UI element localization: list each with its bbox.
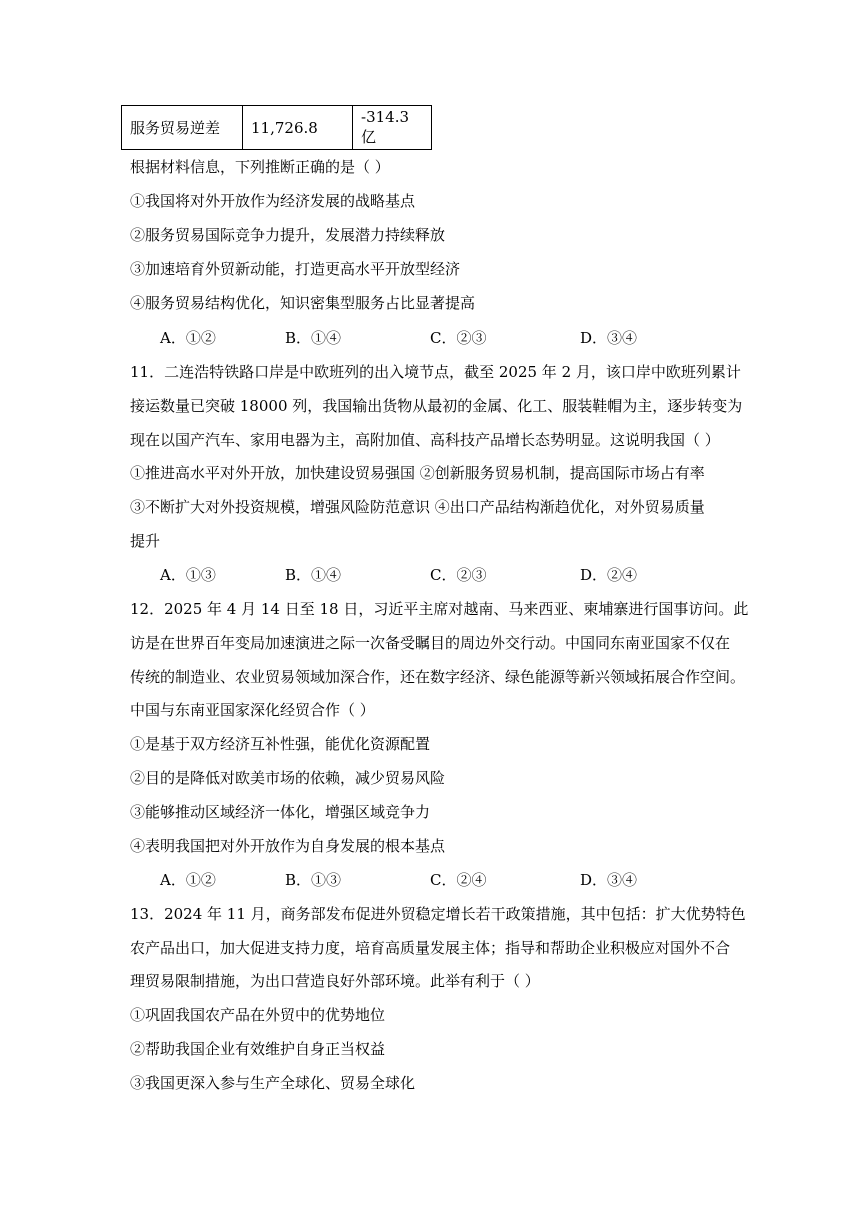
q12-line-3: 传统的制造业、农业贸易领域加深合作，还在数字经济、绿色能源等新兴领域拓展合作空间。 [130, 668, 746, 686]
q11-line-5: ③不断扩大对外投资规模，增强风险防范意识 ④出口产品结构渐趋优化，对外贸易质量 [130, 498, 705, 516]
q10-item-4: ④服务贸易结构优化，知识密集型服务占比显著提高 [130, 294, 476, 312]
q11-line-1: 11．二连浩特铁路口岸是中欧班列的出入境节点，截至 2025 年 2 月，该口岸中欧班列累计 [130, 363, 741, 381]
q10-item-3: ③加速培育外贸新动能，打造更高水平开放型经济 [130, 260, 461, 278]
table-cell: 11,726.8 [243, 106, 353, 150]
q12-item-1: ①是基于双方经济互补性强，能优化资源配置 [130, 735, 431, 753]
option-d: D．②④ [580, 566, 638, 584]
q10-stem: 根据材料信息，下列推断正确的是（ ） [130, 158, 390, 176]
q11-line-4: ①推进高水平对外开放，加快建设贸易强国 ②创新服务贸易机制，提高国际市场占有率 [130, 464, 705, 482]
q11-line-6: 提升 [130, 532, 161, 550]
option-c: C．②④ [430, 871, 487, 889]
q12-line-2: 访是在世界百年变局加速演进之际一次备受瞩目的周边外交行动。中国同东南亚国家不仅在 [130, 634, 731, 652]
q12-item-4: ④表明我国把对外开放作为自身发展的根本基点 [130, 837, 446, 855]
option-d: D．③④ [580, 329, 638, 347]
q12-item-3: ③能够推动区域经济一体化，增强区域竞争力 [130, 803, 431, 821]
option-b: B．①③ [285, 871, 342, 889]
q13-item-2: ②帮助我国企业有效维护自身正当权益 [130, 1040, 386, 1058]
option-c: C．②③ [430, 566, 487, 584]
q13-item-1: ①巩固我国农产品在外贸中的优势地位 [130, 1006, 386, 1024]
q13-line-3: 理贸易限制措施，为出口营造良好外部环境。此举有利于（ ） [130, 972, 540, 990]
table-cell: 服务贸易逆差 [122, 106, 243, 150]
table-cell: -314.3 亿 [353, 106, 432, 150]
option-d: D．③④ [580, 871, 638, 889]
q13-line-1: 13．2024 年 11 月，商务部发布促进外贸稳定增长若干政策措施，其中包括：扩大优势特色 [130, 905, 746, 923]
option-c: C．②③ [430, 329, 487, 347]
table-row [122, 106, 432, 150]
q12-item-2: ②目的是降低对欧美市场的依赖，减少贸易风险 [130, 769, 446, 787]
q11-line-2: 接运数量已突破 18000 列，我国输出货物从最初的金属、化工、服装鞋帽为主，逐步转变为 [130, 397, 743, 415]
option-a: A．①② [160, 329, 216, 347]
option-b: B．①④ [285, 566, 342, 584]
q13-line-2: 农产品出口，加大促进支持力度，培育高质量发展主体；指导和帮助企业积极应对国外不合 [130, 939, 731, 957]
q10-item-1: ①我国将对外开放作为经济发展的战略基点 [130, 192, 416, 210]
option-b: B．①④ [285, 329, 342, 347]
q13-item-3: ③我国更深入参与生产全球化、贸易全球化 [130, 1074, 416, 1092]
q11-line-3: 现在以国产汽车、家用电器为主，高附加值、高科技产品增长态势明显。这说明我国（ ） [130, 431, 720, 449]
option-a: A．①② [160, 871, 216, 889]
trade-table [121, 105, 432, 150]
q12-line-1: 12．2025 年 4 月 14 日至 18 日，习近平主席对越南、马来西亚、柬埔寨进行国事访问。此 [130, 600, 749, 618]
option-a: A．①③ [160, 566, 216, 584]
q10-item-2: ②服务贸易国际竞争力提升，发展潜力持续释放 [130, 226, 446, 244]
q12-line-4: 中国与东南亚国家深化经贸合作（ ） [130, 701, 375, 719]
